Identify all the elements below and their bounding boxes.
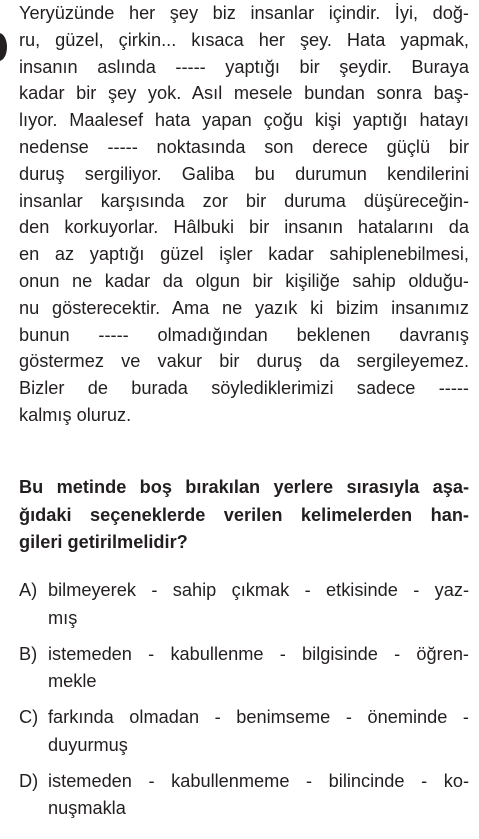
passage-line: nedense ----- noktasında son derece güçlü bir	[19, 136, 469, 157]
option-c[interactable]	[19, 704, 469, 759]
option-text-line: duyurmuş	[48, 734, 128, 755]
passage-line: kadar bir şey yok. Asıl mesele bundan sonra baş-	[19, 83, 469, 104]
passage-line: bunun ----- olmadığından beklenen davranış	[19, 324, 469, 345]
question-line: Bu metinde boş bırakılan yerlere sırasıyla aşa-	[19, 477, 469, 497]
option-d[interactable]	[19, 768, 469, 823]
option-letter: B)	[19, 643, 38, 664]
option-b[interactable]	[19, 641, 469, 696]
passage-line: ru, güzel, çirkin... kısaca her şey. Hata yapmak,	[19, 29, 469, 50]
passage-line: kalmış oluruz.	[19, 404, 132, 425]
passage-line: lıyor. Maalesef hata yapan çoğu kişi yaptığı hatayı	[19, 110, 469, 131]
option-text-line: mekle	[48, 671, 97, 691]
passage-line: nu gösterecektir. Ama ne yazık ki bizim insanımız	[19, 297, 469, 318]
passage-line: onun ne kadar da olgun bir kişiliğe sahip olduğu-	[19, 270, 469, 291]
option-text-line: istemeden - kabullenme - bilgisinde - öğren-	[48, 643, 469, 664]
passage-line: göstermez ve vakur bir duruş da sergileyemez.	[19, 351, 469, 372]
reading-passage	[19, 0, 469, 429]
question-line: ğıdaki seçeneklerde verilen kelimelerden han-	[19, 504, 469, 525]
option-text-line: farkında olmadan - benimseme - öneminde -	[48, 707, 469, 727]
passage-line: den korkuyorlar. Hâlbuki bir insanın hatalarını da	[19, 217, 469, 238]
page-edge-mark	[0, 33, 7, 61]
question-line: gileri getirilmelidir?	[19, 532, 188, 552]
option-text-line: bilmeyerek - sahip çıkmak - etkisinde - yaz-	[48, 580, 469, 600]
passage-line: Bizler de burada söylediklerimizi sadece -----	[19, 378, 469, 399]
question-stem	[19, 474, 469, 557]
option-letter: A)	[19, 580, 38, 600]
option-letter: C)	[19, 707, 39, 727]
option-a[interactable]	[19, 577, 469, 632]
passage-line: duruş sergiliyor. Galiba bu durumun kendilerini	[19, 163, 469, 184]
option-letter: D)	[19, 770, 39, 791]
option-text-line: nuşmakla	[48, 798, 126, 818]
passage-line: en az yaptığı güzel işler kadar sahiplenebilmesi,	[19, 244, 469, 265]
passage-line: Yeryüzünde her şey biz insanlar içindir. İyi, doğ-	[19, 3, 469, 23]
answer-options	[19, 577, 469, 831]
passage-line: insanlar karşısında zor bir duruma düşüreceğin-	[19, 190, 469, 211]
option-text-line: mış	[48, 607, 78, 628]
passage-line: insanın aslında ----- yaptığı bir şeydir. Buraya	[19, 56, 469, 77]
option-text-line: istemeden - kabullenmeme - bilincinde - ko-	[48, 770, 469, 791]
